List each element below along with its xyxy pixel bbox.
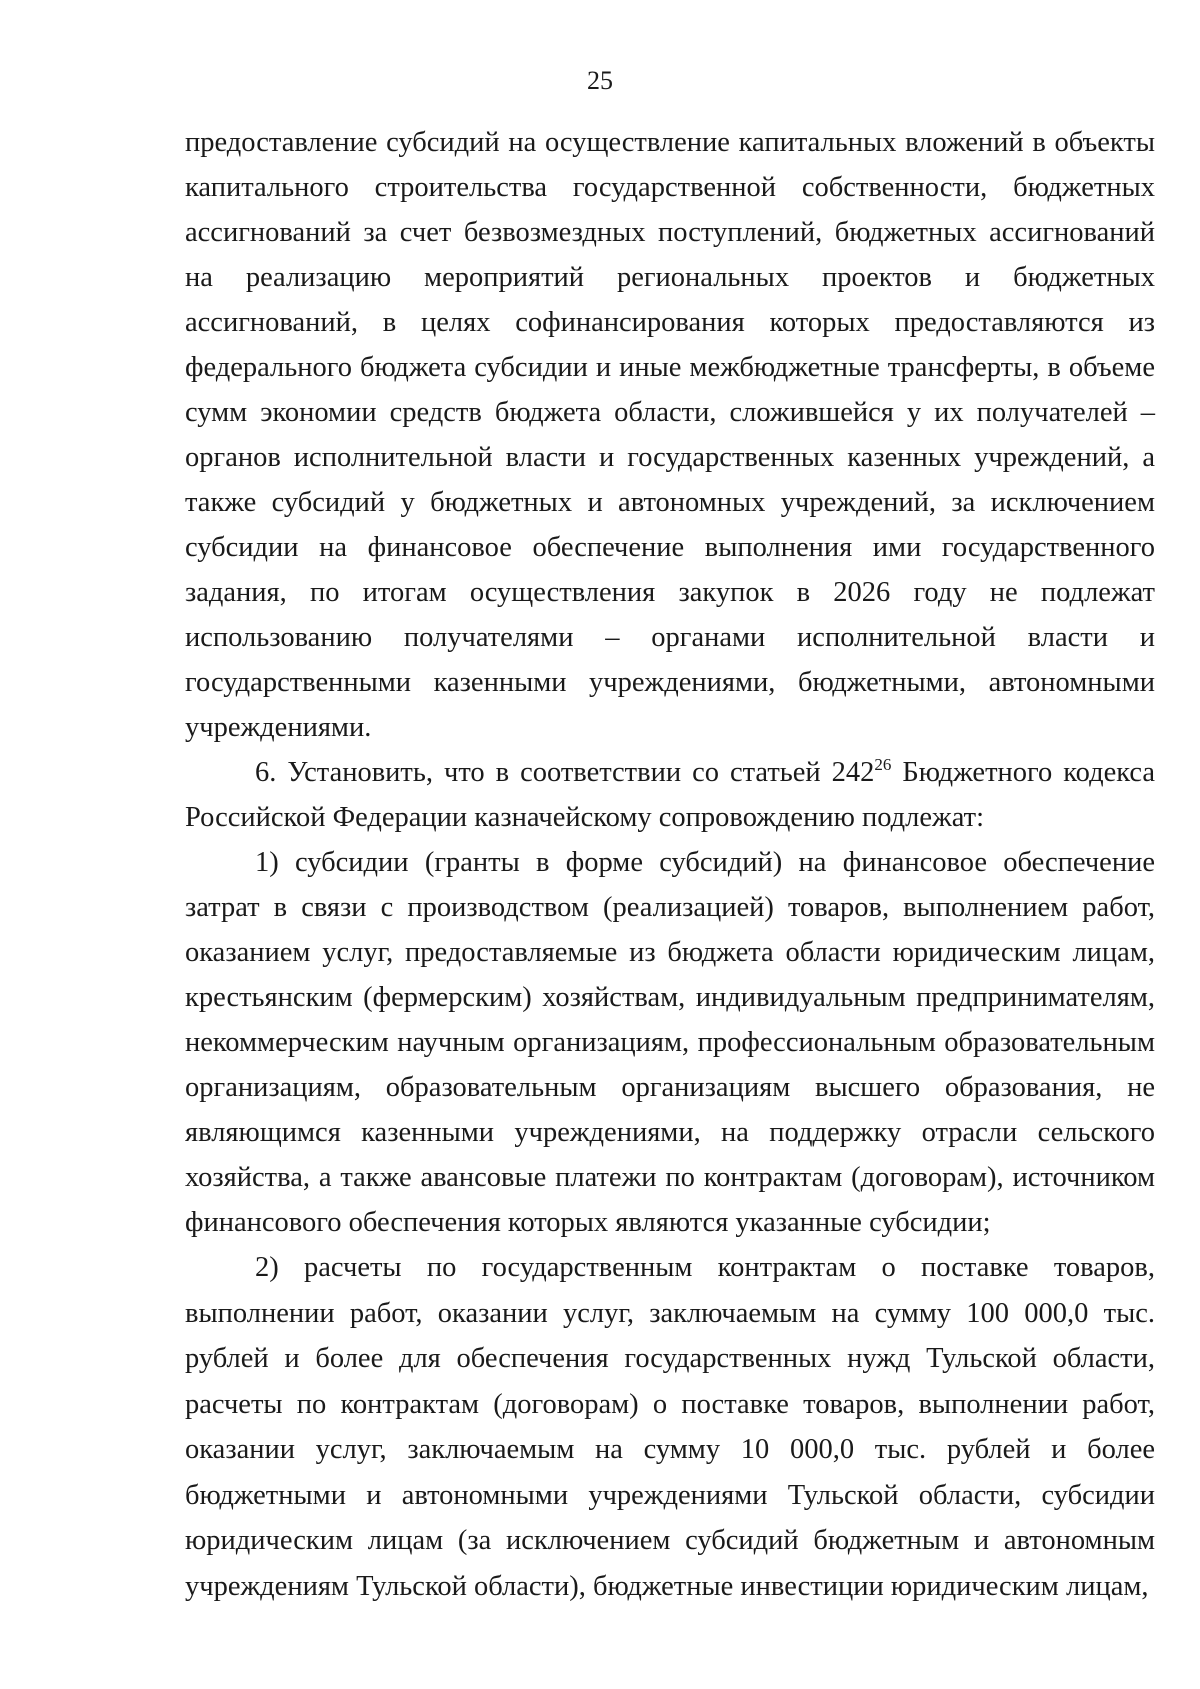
document-body [185, 120, 1155, 1609]
paragraph-subitem-1: 1) субсидии (гранты в форме субсидий) на финансовое обеспечение затрат в связи с производством (реализацией) товаров, выполнением работ, оказанием услуг, предоставляемые из бюджета области юридическим лицам, крестьянским (фермерским) хозяйствам, индивидуальным предпринимателям, некоммерческим научным организациям, профессиональным образовательным организациям, образовательным организациям высшего образования, не являющимся казенными учреждениями, на поддержку отрасли сельского хозяйства, а также авансовые платежи по контрактам (договорам), источником финансового обеспечения которых являются указанные субсидии; [185, 847, 1155, 1238]
paragraph-continuation: предоставление субсидий на осуществление капитальных вложений в объекты капитального строительства государственной собственности, бюджетных ассигнований за счет безвозмездных поступлений, бюджетных ассигнований на реализацию мероприятий региональных проектов и бюджетных ассигнований, в целях софинансирования которых предоставляются из федерального бюджета субсидии и иные межбюджетные трансферты, в объеме сумм экономии средств бюджета области, сложившейся у их получателей – органов исполнительной власти и государственных казенных учреждений, а также субсидий у бюджетных и автономных учреждений, за исключением субсидии на финансовое обеспечение выполнения ими государственного задания, по итогам осуществления закупок в 2026 году не подлежат использованию получателями – органами исполнительной власти и государственными казенными учреждениями, бюджетными, автономными учреждениями. [185, 127, 1155, 743]
paragraph-item-6-text-start: 6. Установить, что в соответствии со статьей 242 [255, 757, 875, 788]
article-number-superscript: 26 [874, 755, 892, 774]
page-number: 25 [587, 66, 613, 95]
paragraph-item-6 [185, 750, 1155, 840]
paragraph-subitem-2: 2) расчеты по государственным контрактам о поставке товаров, выполнении работ, оказании услуг, заключаемым на сумму 100 000,0 тыс. рублей и более для обеспечения государственных нужд Тульской области, расчеты по контрактам (договорам) о поставке товаров, выполнении работ, оказании услуг, заключаемым на сумму 10 000,0 тыс. рублей и более бюджетными и автономными учреждениями Тульской области, субсидии юридическим лицам (за исключением субсидий бюджетным и автономным учреждениям Тульской области), бюджетные инвестиции юридическим лицам, [185, 1252, 1155, 1602]
paragraph-item-6-text-end: Бюджетного кодекса Российской Федерации казначейскому сопровождению подлежат: [185, 757, 1156, 833]
